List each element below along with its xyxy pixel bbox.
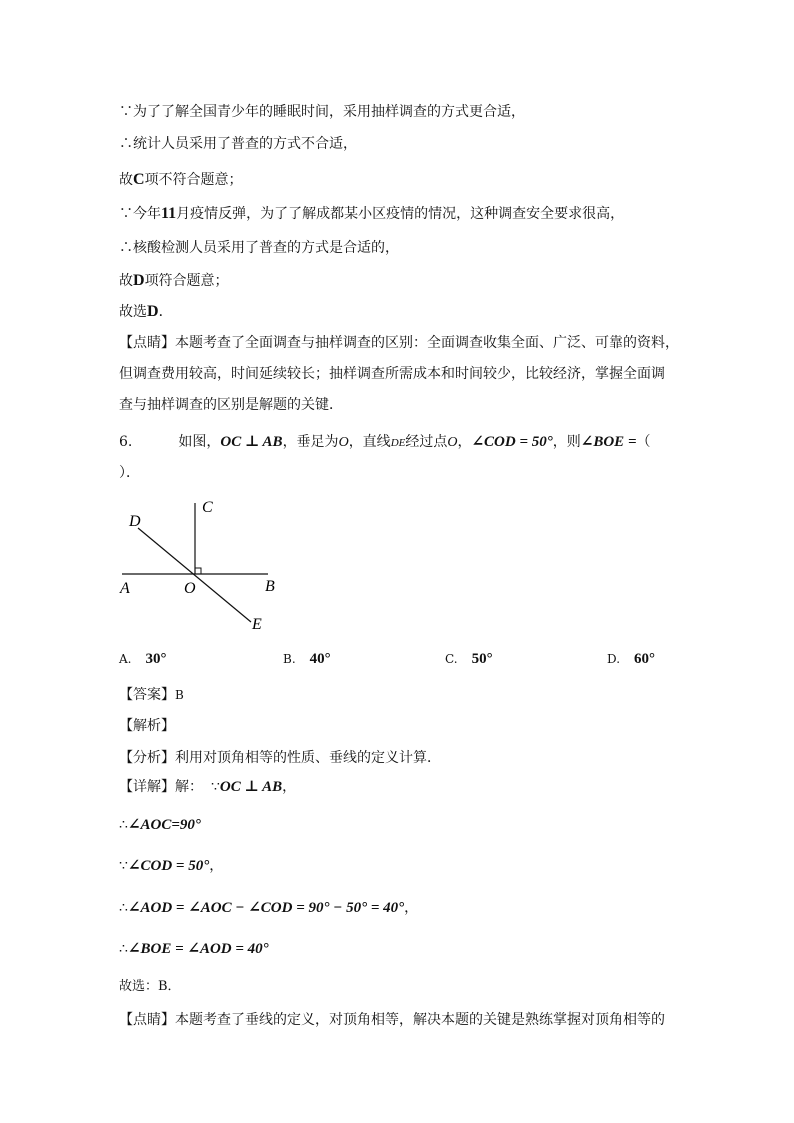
- solution-line-7: 故选D．: [119, 303, 173, 320]
- option-c: C. 50°: [445, 651, 493, 667]
- solution-line-2: ∴统计人员采用了普查的方式不合适，: [119, 136, 357, 152]
- fenxi-line: 【分析】利用对顶角相等的性质、垂线的定义计算．: [119, 750, 441, 766]
- solution-line-1: ∵为了了解全国青少年的睡眠时间，采用抽样调查的方式更合适，: [119, 104, 525, 120]
- label-d: D: [129, 513, 141, 530]
- tip-line-2: 但调查费用较高，时间延续较长；抽样调查所需成本和时间较少，比较经济，掌握全面调: [119, 366, 665, 382]
- option-d: D. 60°: [607, 651, 656, 667]
- geometry-figure: [118, 495, 288, 640]
- option-a: A. 30°: [119, 651, 167, 667]
- option-b: B. 40°: [283, 651, 331, 667]
- label-c: C: [202, 499, 213, 516]
- label-e: E: [252, 616, 262, 633]
- step-3: ∵∠COD = 50°，: [119, 858, 224, 874]
- label-b: B: [265, 578, 275, 595]
- xiangjie-line: 【详解】解： ∵OC ⊥ AB，: [119, 779, 297, 795]
- question-number: 6.: [119, 434, 133, 450]
- tip2-line: 【点睛】本题考查了垂线的定义，对顶角相等，解决本题的关键是熟练掌握对顶角相等的: [119, 1012, 665, 1028]
- analysis-tag: 【解析】: [119, 718, 175, 734]
- right-angle-mark: [195, 568, 201, 574]
- solution-line-6: 故D项符合题意；: [119, 272, 229, 289]
- answer-line: 【答案】B: [119, 687, 184, 703]
- step-5: ∴∠BOE = ∠AOD = 40°: [119, 941, 269, 957]
- answer-tag: 【答案】: [119, 687, 175, 703]
- step-6: 故选：B．: [119, 979, 181, 994]
- solution-line-5: ∴核酸检测人员采用了普查的方式是合适的，: [119, 240, 399, 256]
- step-2: ∴∠AOC=90°: [119, 817, 201, 833]
- solution-line-3: 故C项不符合题意；: [119, 171, 243, 188]
- question-line-1: 6. 如图，OC ⊥ AB，垂足为O，直线DE经过点O，∠COD = 50°，则∠BOE =（: [119, 434, 651, 450]
- question-line-2: ）．: [119, 465, 140, 481]
- label-a: A: [120, 580, 130, 597]
- step-4: ∴∠AOD = ∠AOC − ∠COD = 90° − 50° = 40°，: [119, 900, 419, 916]
- tip-line-3: 查与抽样调查的区别是解题的关键．: [119, 397, 343, 413]
- solution-line-4: ∵今年11月疫情反弹，为了了解成都某小区疫情的情况，这种调查安全要求很高，: [119, 205, 625, 222]
- label-o: O: [184, 580, 196, 597]
- tip-line-1: 【点睛】本题考查了全面调查与抽样调查的区别：全面调查收集全面、广泛、可靠的资料，: [119, 335, 679, 351]
- tip-tag: 【点睛】: [119, 335, 175, 351]
